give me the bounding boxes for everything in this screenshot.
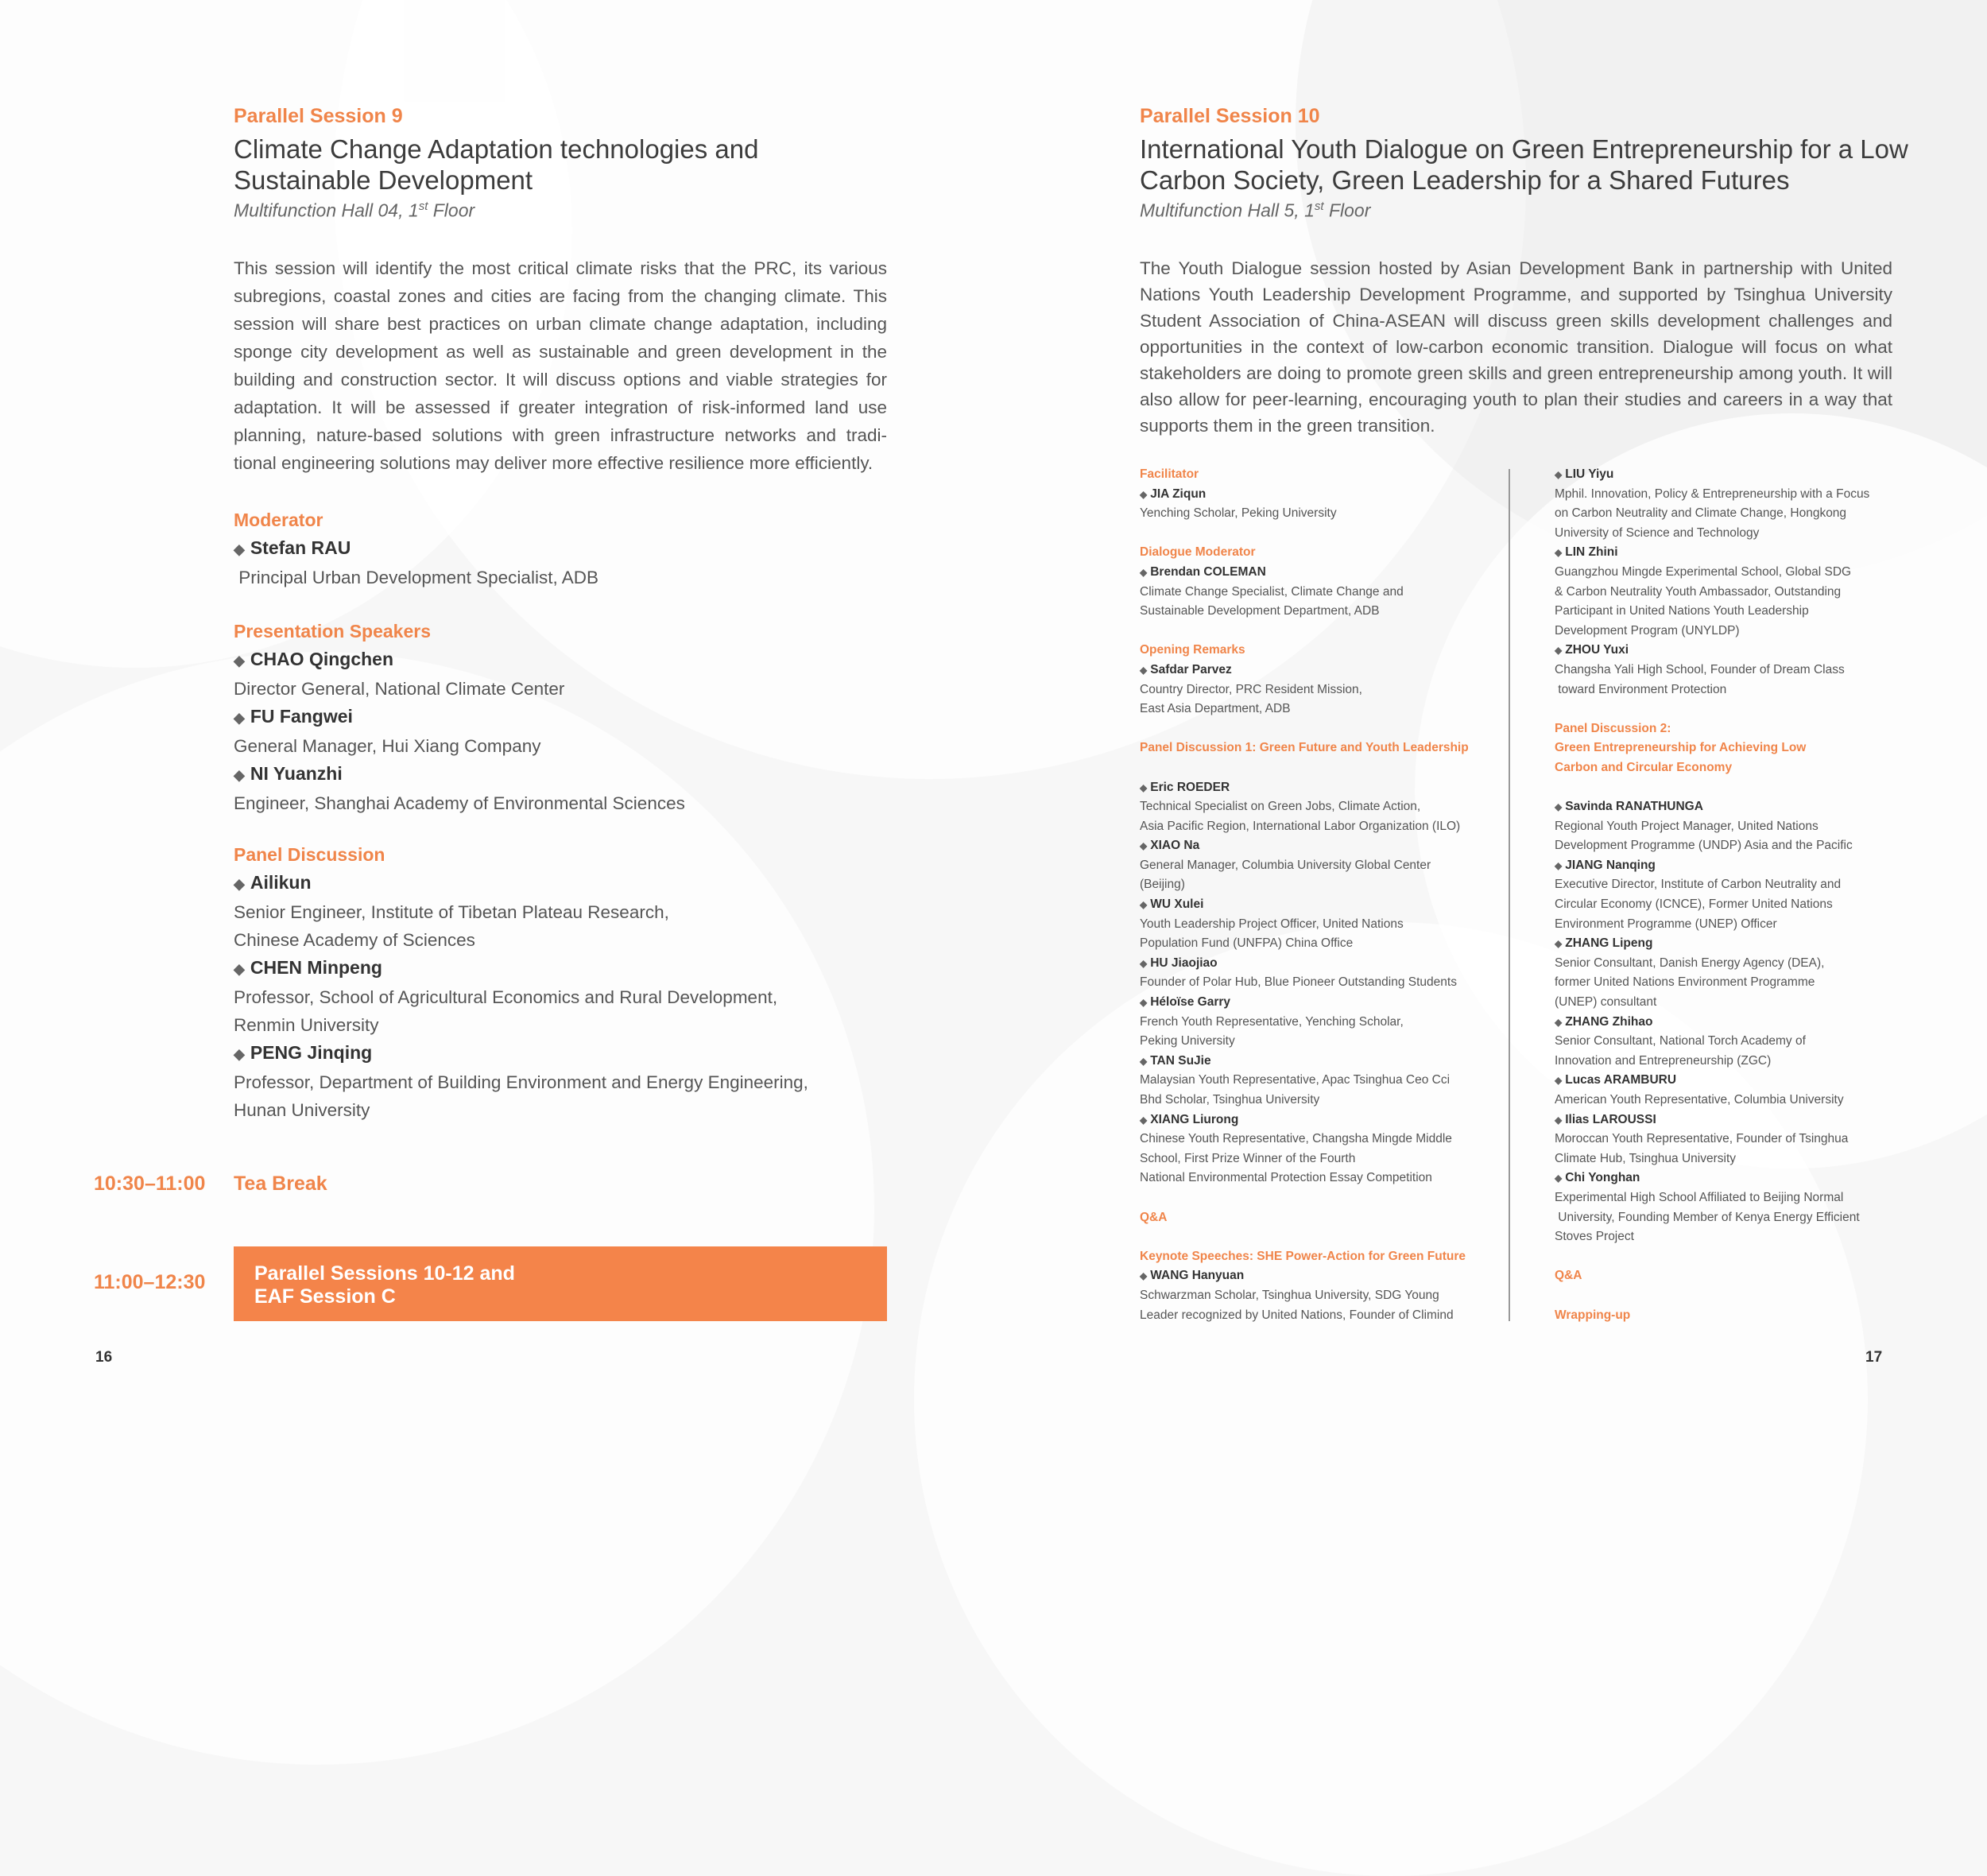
session-label: Parallel Session 9 <box>234 105 403 127</box>
person-affiliation: on Carbon Neutrality and Climate Change, Hongkong <box>1555 506 1847 521</box>
person-affiliation: American Youth Representative, Columbia University <box>1555 1093 1844 1107</box>
diamond-icon: ◆ <box>1555 938 1563 950</box>
person-affiliation: Hunan University <box>234 1100 370 1120</box>
diamond-icon: ◆ <box>1140 840 1148 852</box>
person-affiliation: Climate Hub, Tsinghua University <box>1555 1151 1737 1165</box>
person-affiliation: Sustainable Development Department, ADB <box>1140 604 1380 618</box>
person-affiliation: Senior Engineer, Institute of Tibetan Plateau Research, <box>234 902 669 922</box>
person-name <box>1555 465 1904 485</box>
person-name <box>1555 641 1904 661</box>
banner-text <box>254 1262 515 1308</box>
diamond-icon: ◆ <box>1140 566 1148 578</box>
person-name <box>1140 1110 1489 1130</box>
venue-sup: st <box>418 200 428 213</box>
diamond-icon: ◆ <box>1555 469 1563 480</box>
panel-discussion-1-heading: Panel Discussion 1: Green Future and Youth Leadership <box>1140 741 1469 755</box>
name-text: CHAO Qingchen <box>250 649 394 669</box>
name-text: CHEN Minpeng <box>250 957 382 978</box>
name-text: Ilias LAROUSSI <box>1565 1112 1656 1126</box>
facilitator-heading: Facilitator <box>1140 467 1199 481</box>
person-affiliation: Population Fund (UNFPA) China Office <box>1140 936 1354 951</box>
diamond-icon: ◆ <box>1555 1075 1563 1087</box>
session-label: Parallel Session 10 <box>1140 105 1320 127</box>
panel-heading: Panel Discussion <box>234 844 385 865</box>
diamond-icon: ◆ <box>234 653 245 669</box>
person-affiliation: Experimental High School Affiliated to Beijing Normal <box>1555 1190 1844 1204</box>
person-affiliation: General Manager, Columbia University Global Center <box>1140 858 1431 872</box>
person-affiliation: East Asia Department, ADB <box>1140 702 1291 716</box>
session-description: This session will identify the most critical climate risks that the PRC, its various subregions, coastal zones and cities are facing from the changing climate. This session will share best practices on urban climate change adaptation, including sponge city development as well as sustainable and green development in the building and construction sector. It will discuss options and viable strategies for adaptation. It will be assessed if greater integration of risk-informed land use planning, nature-based solutions with green infrastructure networks and tradi-tional engineering solutions may deliver more effective resilience more efficiently. <box>234 258 887 473</box>
person-name <box>1140 895 1489 915</box>
venue-text: Multifunction Hall 5, 1 <box>1140 200 1315 221</box>
name-text: JIANG Nanqing <box>1565 858 1656 872</box>
person-affiliation: Schwarzman Scholar, Tsinghua University, SDG Young <box>1140 1288 1439 1302</box>
venue-text: Floor <box>428 200 475 221</box>
name-text: Brendan COLEMAN <box>1150 564 1266 579</box>
session-title <box>234 134 758 196</box>
person-affiliation: Executive Director, Institute of Carbon Neutrality and <box>1555 878 1842 892</box>
person-affiliation: Moroccan Youth Representative, Founder of Tsinghua <box>1555 1132 1849 1146</box>
person-name <box>1140 485 1489 505</box>
name-text: WANG Hanyuan <box>1150 1269 1245 1283</box>
person-affiliation: French Youth Representative, Yenching Scholar, <box>1140 1014 1404 1029</box>
person-affiliation: (Beijing) <box>1140 878 1185 892</box>
name-text: Safdar Parvez <box>1150 662 1232 676</box>
person-affiliation: Development Program (UNYLDP) <box>1555 623 1740 638</box>
person-name <box>1555 797 1904 817</box>
diamond-icon: ◆ <box>1140 957 1148 969</box>
person-affiliation: Senior Consultant, National Torch Academy of <box>1555 1034 1806 1048</box>
person-affiliation: Development Programme (UNDP) Asia and the Pacific <box>1555 839 1853 853</box>
title-line: International Youth Dialogue on Green Entrepreneurship for a Low <box>1140 134 1908 164</box>
diamond-icon: ◆ <box>1555 859 1563 871</box>
diamond-icon: ◆ <box>1140 899 1148 911</box>
panel-discussion-2-heading: Panel Discussion 2: <box>1555 721 1671 735</box>
name-text: ZHANG Zhihao <box>1565 1014 1653 1029</box>
name-text: Chi Yonghan <box>1565 1171 1640 1185</box>
person-name <box>1555 1071 1904 1091</box>
diamond-icon: ◆ <box>234 541 245 557</box>
diamond-icon: ◆ <box>1555 645 1563 657</box>
diamond-icon: ◆ <box>1555 1114 1563 1126</box>
session-description: The Youth Dialogue session hosted by Asian Development Bank in partnership with United Nations Youth Leadership Development Programme, and supported by Tsinghua University Student Association of China-ASEAN will discuss green skills development challenges and opportunities in the context of low-carbon economic transition. Dialogue will focus on what stakeholders are doing to promote green skills and green entrepreneurship among youth. It will also allow for peer-learning, encouraging youth to plan their studies and careers in a way that supports them in the green transition. <box>1140 258 1892 436</box>
name-text: FU Fangwei <box>250 706 353 727</box>
session-venue <box>234 200 474 222</box>
person-name <box>1140 993 1489 1013</box>
diamond-icon: ◆ <box>1555 1172 1563 1184</box>
person-affiliation: former United Nations Environment Programme <box>1555 975 1815 990</box>
diamond-icon: ◆ <box>234 767 245 783</box>
diamond-icon: ◆ <box>1140 1055 1148 1067</box>
person-affiliation: Malaysian Youth Representative, Apac Tsinghua Ceo Cci <box>1140 1073 1451 1087</box>
person-affiliation: Circular Economy (ICNCE), Former United Nations <box>1555 897 1833 912</box>
venue-sup: st <box>1314 200 1324 213</box>
name-text: HU Jiaojiao <box>1150 955 1218 970</box>
name-text: ZHOU Yuxi <box>1565 643 1629 657</box>
page-number: 17 <box>1865 1349 1883 1366</box>
person-name <box>234 1039 808 1068</box>
name-text: PENG Jinqing <box>250 1042 373 1063</box>
next-session-banner <box>234 1246 887 1321</box>
name-text: WU Xulei <box>1150 897 1204 912</box>
session-title <box>1140 134 1908 196</box>
person-affiliation: University of Science and Technology <box>1555 525 1760 540</box>
person-affiliation: Country Director, PRC Resident Mission, <box>1140 682 1362 696</box>
person-affiliation: Leader recognized by United Nations, Founder of Climind <box>1140 1308 1454 1322</box>
person-affiliation: University, Founding Member of Kenya Energy Efficient <box>1555 1210 1860 1224</box>
diamond-icon: ◆ <box>1140 488 1148 500</box>
person-affiliation: Climate Change Specialist, Climate Change and <box>1140 584 1404 599</box>
venue-text: Multifunction Hall 04, 1 <box>234 200 419 221</box>
person-affiliation: Professor, Department of Building Environment and Energy Engineering, <box>234 1072 808 1092</box>
person-affiliation: Bhd Scholar, Tsinghua University <box>1140 1093 1320 1107</box>
name-text: XIANG Liurong <box>1150 1112 1239 1126</box>
person-name <box>234 703 685 732</box>
qa-heading: Q&A <box>1555 1269 1582 1283</box>
person-affiliation: Mphil. Innovation, Policy & Entrepreneurship with a Focus <box>1555 486 1870 501</box>
person-name <box>1140 1052 1489 1072</box>
banner-line: EAF Session C <box>254 1285 396 1308</box>
diamond-icon: ◆ <box>1555 801 1563 813</box>
person-affiliation: Youth Leadership Project Officer, United Nations <box>1140 917 1404 931</box>
person-affiliation: Chinese Youth Representative, Changsha Mingde Middle <box>1140 1132 1452 1146</box>
person-name <box>234 534 598 564</box>
person-affiliation: National Environmental Protection Essay Competition <box>1140 1171 1432 1185</box>
person-name <box>1555 1169 1904 1188</box>
panel-discussion-2-heading: Carbon and Circular Economy <box>1555 760 1733 774</box>
person-name <box>234 869 808 898</box>
tea-break-label: Tea Break <box>234 1172 327 1195</box>
person-affiliation: Peking University <box>1140 1034 1235 1048</box>
person-affiliation: Innovation and Entrepreneurship (ZGC) <box>1555 1053 1772 1068</box>
person-affiliation: (UNEP) consultant <box>1555 995 1657 1010</box>
person-affiliation: Technical Specialist on Green Jobs, Climate Action, <box>1140 800 1421 814</box>
wrapping-up-heading: Wrapping-up <box>1555 1308 1631 1322</box>
name-text: Ailikun <box>250 872 312 893</box>
person-name <box>1140 1266 1489 1286</box>
person-name <box>1140 954 1489 974</box>
person-name <box>1140 661 1489 680</box>
person-affiliation: Changsha Yali High School, Founder of Dream Class <box>1555 662 1845 676</box>
moderator-section <box>234 506 598 591</box>
person-affiliation: Regional Youth Project Manager, United Nations <box>1555 819 1819 833</box>
name-text: Stefan RAU <box>250 537 351 558</box>
panel-section <box>234 841 808 1124</box>
name-text: LIN Zhini <box>1565 545 1618 560</box>
person-affiliation: Professor, School of Agricultural Economics and Rural Development, <box>234 987 778 1007</box>
diamond-icon: ◆ <box>1140 997 1148 1009</box>
venue-text: Floor <box>1323 200 1371 221</box>
person-affiliation: Yenching Scholar, Peking University <box>1140 506 1337 521</box>
person-affiliation: Engineer, Shanghai Academy of Environmental Sciences <box>234 793 685 813</box>
name-text: ZHANG Lipeng <box>1565 936 1653 951</box>
opening-remarks-heading: Opening Remarks <box>1140 643 1245 657</box>
speakers-section <box>234 618 685 817</box>
page-number: 16 <box>95 1349 113 1366</box>
person-name <box>1555 1110 1904 1130</box>
left-page <box>0 0 993 1432</box>
moderator-heading: Moderator <box>234 510 323 530</box>
person-name <box>1140 836 1489 856</box>
person-affiliation: Director General, National Climate Center <box>234 679 565 699</box>
speakers-heading: Presentation Speakers <box>234 621 432 641</box>
person-name <box>1555 934 1904 954</box>
person-affiliation: Chinese Academy of Sciences <box>234 930 475 950</box>
person-affiliation: Senior Consultant, Danish Energy Agency (DEA), <box>1555 955 1825 970</box>
person-affiliation: Asia Pacific Region, International Labor Organization (ILO) <box>1140 819 1461 833</box>
diamond-icon: ◆ <box>1140 781 1148 793</box>
diamond-icon: ◆ <box>1555 547 1563 559</box>
person-name <box>1140 563 1489 583</box>
person-affiliation: Environment Programme (UNEP) Officer <box>1555 917 1777 931</box>
title-line: Carbon Society, Green Leadership for a Shared Futures <box>1140 165 1790 195</box>
title-line: Climate Change Adaptation technologies and <box>234 134 759 164</box>
keynote-heading: Keynote Speeches: SHE Power-Action for Green Future <box>1140 1249 1466 1263</box>
diamond-icon: ◆ <box>234 1046 245 1062</box>
person-name <box>1555 1013 1904 1033</box>
person-affiliation: toward Environment Protection <box>1555 682 1727 696</box>
program-column-1 <box>1140 465 1489 1325</box>
name-text: NI Yuanzhi <box>250 763 343 784</box>
dialogue-moderator-heading: Dialogue Moderator <box>1140 545 1256 560</box>
program-column-2 <box>1555 465 1904 1325</box>
person-name <box>234 954 808 983</box>
person-affiliation: Renmin University <box>234 1015 379 1035</box>
person-affiliation: Founder of Polar Hub, Blue Pioneer Outstanding Students <box>1140 975 1457 990</box>
name-text: TAN SuJie <box>1150 1053 1211 1068</box>
tea-break-time: 10:30–11:00 <box>94 1172 206 1195</box>
person-affiliation: Guangzhou Mingde Experimental School, Global SDG <box>1555 564 1852 579</box>
title-line: Sustainable Development <box>234 165 533 195</box>
person-affiliation: Stoves Project <box>1555 1230 1634 1244</box>
person-name <box>234 760 685 789</box>
next-session-time: 11:00–12:30 <box>94 1271 206 1293</box>
person-affiliation: General Manager, Hui Xiang Company <box>234 736 541 756</box>
name-text: Héloïse Garry <box>1150 995 1231 1010</box>
diamond-icon: ◆ <box>1140 1114 1148 1126</box>
diamond-icon: ◆ <box>234 876 245 892</box>
name-text: LIU Yiyu <box>1565 467 1614 481</box>
name-text: Savinda RANATHUNGA <box>1565 800 1703 814</box>
diamond-icon: ◆ <box>1555 1016 1563 1028</box>
person-affiliation: Participant in United Nations Youth Leadership <box>1555 604 1809 618</box>
name-text: XIAO Na <box>1150 839 1200 853</box>
person-name <box>1555 856 1904 876</box>
person-affiliation: School, First Prize Winner of the Fourth <box>1140 1151 1356 1165</box>
diamond-icon: ◆ <box>1140 664 1148 676</box>
person-affiliation: Principal Urban Development Specialist, ADB <box>234 568 598 587</box>
person-name <box>1555 543 1904 563</box>
name-text: Lucas ARAMBURU <box>1565 1073 1677 1087</box>
diamond-icon: ◆ <box>1140 1270 1148 1282</box>
person-affiliation: & Carbon Neutrality Youth Ambassador, Outstanding <box>1555 584 1842 599</box>
diamond-icon: ◆ <box>234 961 245 977</box>
session-venue <box>1140 200 1370 222</box>
person-name <box>234 645 685 675</box>
banner-line: Parallel Sessions 10-12 and <box>254 1262 515 1285</box>
diamond-icon: ◆ <box>234 710 245 726</box>
name-text: Eric ROEDER <box>1150 780 1230 794</box>
qa-heading: Q&A <box>1140 1210 1168 1224</box>
panel-discussion-2-heading: Green Entrepreneurship for Achieving Low <box>1555 741 1807 755</box>
column-divider <box>1509 469 1510 1321</box>
person-name <box>1140 778 1489 798</box>
name-text: JIA Ziqun <box>1150 486 1207 501</box>
